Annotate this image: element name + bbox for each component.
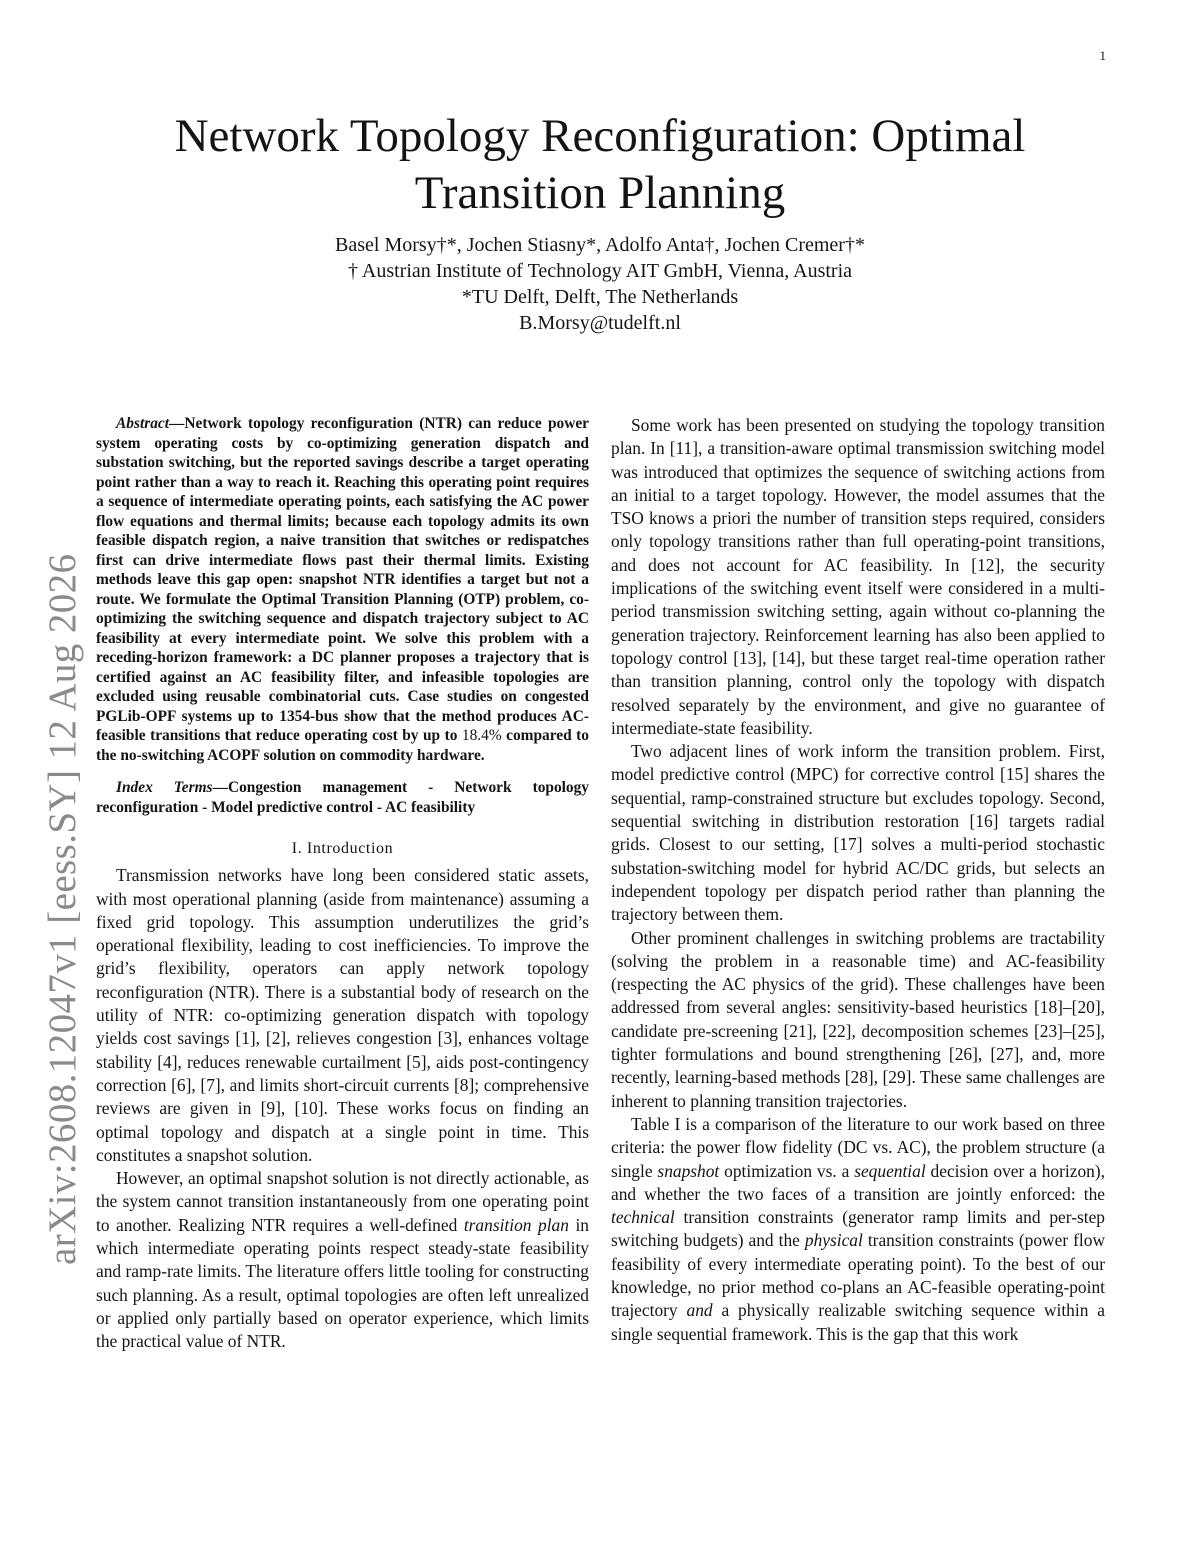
intro-p2-text-b: in which intermediate operating points respect steady-state feasibility and ramp-rate limits. The literature offers little tooling for constructing such planning. As a result, optimal topologies are often left unrealized or applied only partially based on operator experience, which limits the practical value of NTR. — [96, 1214, 589, 1352]
intro-p2-emphasis: transition plan — [463, 1214, 569, 1235]
intro-paragraph-4: Two adjacent lines of work inform the transition problem. First, model predictive control (MPC) for corrective control [15] shares the sequential, ramp-constrained structure but excludes topology. Second, sequential switching in distribution restoration [16] targets radial grids. Closest to our setting, [17] solves a multi-period stochastic substation-switching model for hybrid AC/DC grids, but selects an independent topology per dispatch period rather than planning the trajectory between them. — [611, 741, 1105, 925]
intro-p6-emphasis-sequential: sequential — [854, 1160, 926, 1181]
abstract-cost-reduction-value: 18.4% — [461, 727, 502, 744]
abstract-text-2: compared to the no-switching ACOPF solution on commodity hardware. — [96, 727, 590, 764]
intro-p6-text-c: decision over a horizon), and whether the two faces of a transition are jointly enforced: the — [611, 1160, 1105, 1204]
affiliation-ait: † Austrian Institute of Technology AIT GmbH, Vienna, Austria — [347, 260, 852, 282]
left-column — [96, 414, 589, 1354]
intro-p2-text-a: However, an optimal snapshot solution is not directly actionable, as the system cannot transition instantaneously from one operating point to another. Realizing NTR requires a well-defined — [96, 1168, 589, 1235]
affiliation-tudelft: *TU Delft, Delft, The Netherlands — [461, 286, 739, 308]
intro-p6-emphasis-snapshot: snapshot — [657, 1160, 720, 1181]
intro-paragraph-2 — [96, 1167, 589, 1353]
intro-paragraph-6 — [611, 1113, 1105, 1346]
arxiv-identifier: arXiv:2608.12047v1 [eess.SY] 12 Aug 2026 — [41, 553, 84, 1265]
intro-paragraph-5: Other prominent challenges in switching problems are tractability (solving the problem in a reasonable time) and AC-feasibility (respecting the AC physics of the grid). These challenges have been addressed from several angles: sensitivity-based heuristics [18]–[20], candidate pre-screening [21], [22], decomposition schemes [23]–[25], tighter formulations and bound strengthening [26], [27], and, more recently, learning-based methods [28], [29]. These same challenges are inherent to planning transition trajectories. — [611, 927, 1105, 1111]
intro-p6-emphasis-and: and — [686, 1300, 713, 1321]
page-number: 1 — [1099, 48, 1106, 63]
index-terms — [96, 778, 589, 817]
intro-p6-text-a: Table I is a comparison of the literature to our work based on three criteria: the power flow fidelity (DC vs. AC), the problem structure (a single — [611, 1113, 1105, 1181]
index-terms-label: Index Terms — [116, 779, 213, 796]
index-terms-text: —Congestion management - Network topology reconfiguration - Model predictive control - AC feasibility — [96, 779, 590, 816]
intro-paragraph-1: Transmission networks have long been considered static assets, with most operational planning (aside from maintenance) assuming a fixed grid topology. This assumption underutilizes the grid’s operational flexibility, leading to cost inefficiencies. To improve the grid’s flexibility, operators can apply network topology reconfiguration (NTR). There is a substantial body of research on the utility of NTR: co-optimizing generation dispatch with topology yields cost savings [1], [2], relieves congestion [3], enhances voltage stability [4], reduces renewable curtailment [5], aids post-contingency correction [6], [7], and limits short-circuit currents [8]; comprehensive reviews are given in [9], [10]. These works focus on finding an optimal topology and dispatch at a single point in time. This constitutes a snapshot solution. — [96, 865, 589, 1165]
abstract — [96, 414, 589, 765]
abstract-label: Abstract — [116, 415, 170, 432]
abstract-text-1: —Network topology reconfiguration (NTR) can reduce power system operating costs by co-optimizing generation dispatch and substation switching, but the reported savings describe a target operating point rather than a way to reach it. Reaching this operating point requires a sequence of intermediate operating points, each satisfying the AC power flow equations and thermal limits; because each topology admits its own feasible dispatch region, a naive transition that switches or redispatches first can drive intermediate flows past their thermal limits. Existing methods leave this gap open: snapshot NTR identifies a target but not a route. We formulate the Optimal Transition Planning (OTP) problem, co-optimizing the switching sequence and dispatch trajectory subject to AC feasibility at every intermediate point. We solve this problem with a receding-horizon framework: a DC planner proposes a trajectory that is certified against an AC feasibility filter, and infeasible topologies are excluded using reusable combinatorial cuts. Case studies on congested PGLib-OPF systems up to 1354-bus show that the method produces AC-feasible transitions that reduce operating cost by up to — [96, 415, 589, 744]
section-heading-introduction: I. Introduction — [291, 840, 394, 857]
right-column — [611, 414, 1105, 1346]
author-email: B.Morsy@tudelft.nl — [519, 312, 681, 334]
intro-p6-text-d: transition constraints (generator ramp limits and per-step switching budgets) and the — [611, 1207, 1105, 1251]
author-names: Basel Morsy†*, Jochen Stiasny*, Adolfo Anta†, Jochen Cremer†* — [335, 234, 865, 256]
intro-paragraph-3: Some work has been presented on studying the topology transition plan. In [11], a transition-aware optimal transmission switching model was introduced that optimizes the sequence of switching actions from an initial to a target topology. However, the model assumes that the TSO knows a priori the number of transition steps required, considers only topology transitions rather than full operating-point transitions, and does not account for AC feasibility. In [12], the security implications of the switching event itself were considered in a multi-period transmission switching setting, again without co-planning the generation trajectory. Reinforcement learning has also been applied to topology control [13], [14], but these target real-time operation rather than transition planning, control only the topology with dispatch resolved separately by the environment, and give no guarantee of intermediate-state feasibility. — [611, 415, 1105, 738]
intro-p6-text-e: transition constraints (power flow feasibility of every intermediate operating point). To the best of our knowledge, no prior method co-plans an AC-feasible operating-point trajectory — [611, 1230, 1105, 1321]
intro-p6-text-f: a physically realizable switching sequence within a single sequential framework. This is the gap that this work — [611, 1300, 1105, 1344]
author-block — [200, 232, 1000, 336]
intro-p6-emphasis-physical: physical — [804, 1230, 863, 1251]
intro-p6-emphasis-technical: technical — [611, 1207, 675, 1228]
paper-title: Network Topology Reconfiguration: Optimal Transition Planning — [174, 110, 1026, 219]
intro-p6-text-b: optimization vs. a — [719, 1160, 855, 1181]
